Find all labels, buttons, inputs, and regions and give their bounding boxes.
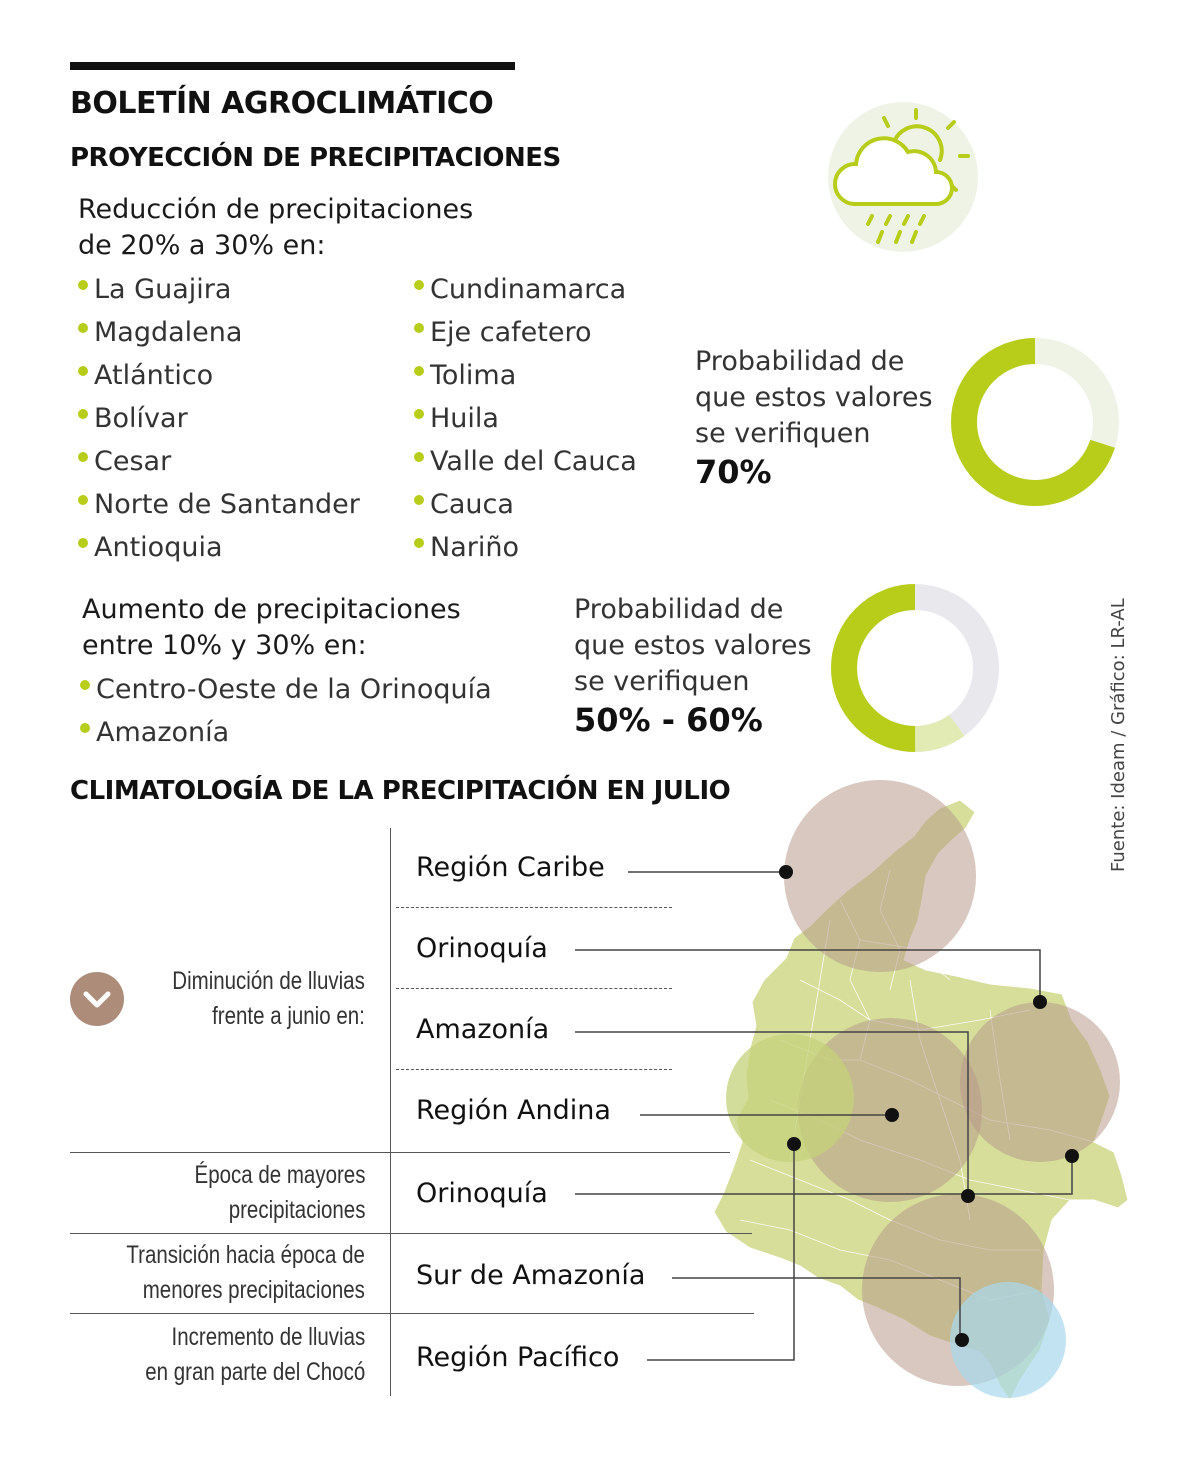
region-amazonia: Amazonía xyxy=(416,1014,550,1045)
list-item-label: Amazonía xyxy=(96,717,230,748)
reduction-heading-line1: Reducción de precipitaciones xyxy=(78,194,474,225)
region-sur-amazonia: Sur de Amazonía xyxy=(416,1260,646,1291)
region-pacifico: Región Pacífico xyxy=(416,1342,620,1373)
increase-probability-value: 50% - 60% xyxy=(574,701,763,739)
probability-line3: se verifiquen xyxy=(695,418,871,449)
list-item-label: Tolima xyxy=(430,360,517,391)
marker-amazonia xyxy=(961,1189,975,1203)
list-item-label: Cesar xyxy=(94,446,172,477)
decrease-label-line1: Diminución de lluvias xyxy=(172,967,365,995)
table-rule xyxy=(70,1313,754,1314)
marker-orinoquia-2 xyxy=(1065,1149,1079,1163)
page-subtitle: PROYECCIÓN DE PRECIPITACIONES xyxy=(70,143,561,173)
probability-line2: que estos valores xyxy=(574,630,812,661)
chevron-down-icon xyxy=(70,972,124,1026)
leader-amazonia xyxy=(575,1032,968,1196)
list-item-label: Cauca xyxy=(430,489,514,520)
climatology-title: CLIMATOLOGÍA DE LA PRECIPITACIÓN EN JULIO xyxy=(70,776,731,806)
probability-line3: se verifiquen xyxy=(574,666,750,697)
list-item-label: Valle del Cauca xyxy=(430,446,637,477)
leader-pacifico xyxy=(647,1144,794,1360)
source-credit: Fuente: Ideam / Gráfico: LR-AL xyxy=(1108,598,1129,872)
row-label-line2: precipitaciones xyxy=(228,1196,365,1224)
region-separator xyxy=(396,988,672,989)
table-rule xyxy=(70,1233,752,1234)
leader-orinoquia-2 xyxy=(575,1156,1072,1194)
list-item-label: Nariño xyxy=(430,532,519,563)
row-label-line1: Incremento de lluvias xyxy=(171,1323,365,1351)
list-item-label: Magdalena xyxy=(94,317,243,348)
marker-orinoquia xyxy=(1033,995,1047,1009)
row-label-incremento xyxy=(145,1320,365,1390)
probability-line2: que estos valores xyxy=(695,382,933,413)
page-title: BOLETÍN AGROCLIMÁTICO xyxy=(70,86,494,121)
row-label-line2: menores precipitaciones xyxy=(142,1276,365,1304)
region-separator xyxy=(396,907,672,908)
list-item-label: Antioquia xyxy=(94,532,223,563)
list-item-label: Norte de Santander xyxy=(94,489,360,520)
leader-sur-amazonia xyxy=(672,1278,960,1340)
region-separator xyxy=(396,1069,672,1070)
marker-andina xyxy=(885,1108,899,1122)
list-item-label: Atlántico xyxy=(94,360,214,391)
probability-line1: Probabilidad de xyxy=(695,346,905,377)
region-andina: Región Andina xyxy=(416,1095,611,1126)
table-divider-vertical xyxy=(390,828,391,1396)
leader-orinoquia xyxy=(575,950,1040,1002)
region-orinoquia: Orinoquía xyxy=(416,933,548,964)
row-label-line1: Transición hacia época de xyxy=(126,1241,365,1269)
list-item-label: Centro-Oeste de la Orinoquía xyxy=(96,674,492,705)
increase-heading-line1: Aumento de precipitaciones xyxy=(82,594,461,625)
list-item-label: Eje cafetero xyxy=(430,317,592,348)
decrease-label xyxy=(172,964,365,1034)
list-item-label: La Guajira xyxy=(94,274,232,305)
region-orinoquia-mayores: Orinoquía xyxy=(416,1178,548,1209)
row-label-line2: en gran parte del Chocó xyxy=(145,1358,365,1386)
list-item-label: Bolívar xyxy=(94,403,188,434)
marker-caribe xyxy=(779,865,793,879)
list-item-label: Cundinamarca xyxy=(430,274,627,305)
marker-pacifico xyxy=(787,1137,801,1151)
reduction-heading-line2: de 20% a 30% en: xyxy=(78,230,326,261)
list-item-label: Huila xyxy=(430,403,499,434)
row-label-line1: Época de mayores xyxy=(194,1161,365,1189)
marker-sur-amazonia xyxy=(955,1333,969,1347)
table-rule xyxy=(70,1152,730,1153)
reduction-probability-value: 70% xyxy=(695,453,772,491)
decrease-label-line2: frente a junio en: xyxy=(212,1002,365,1030)
increase-heading-line2: entre 10% y 30% en: xyxy=(82,630,367,661)
probability-line1: Probabilidad de xyxy=(574,594,784,625)
row-label-mayores xyxy=(194,1158,365,1228)
region-caribe: Región Caribe xyxy=(416,852,605,883)
row-label-transicion xyxy=(126,1238,365,1308)
